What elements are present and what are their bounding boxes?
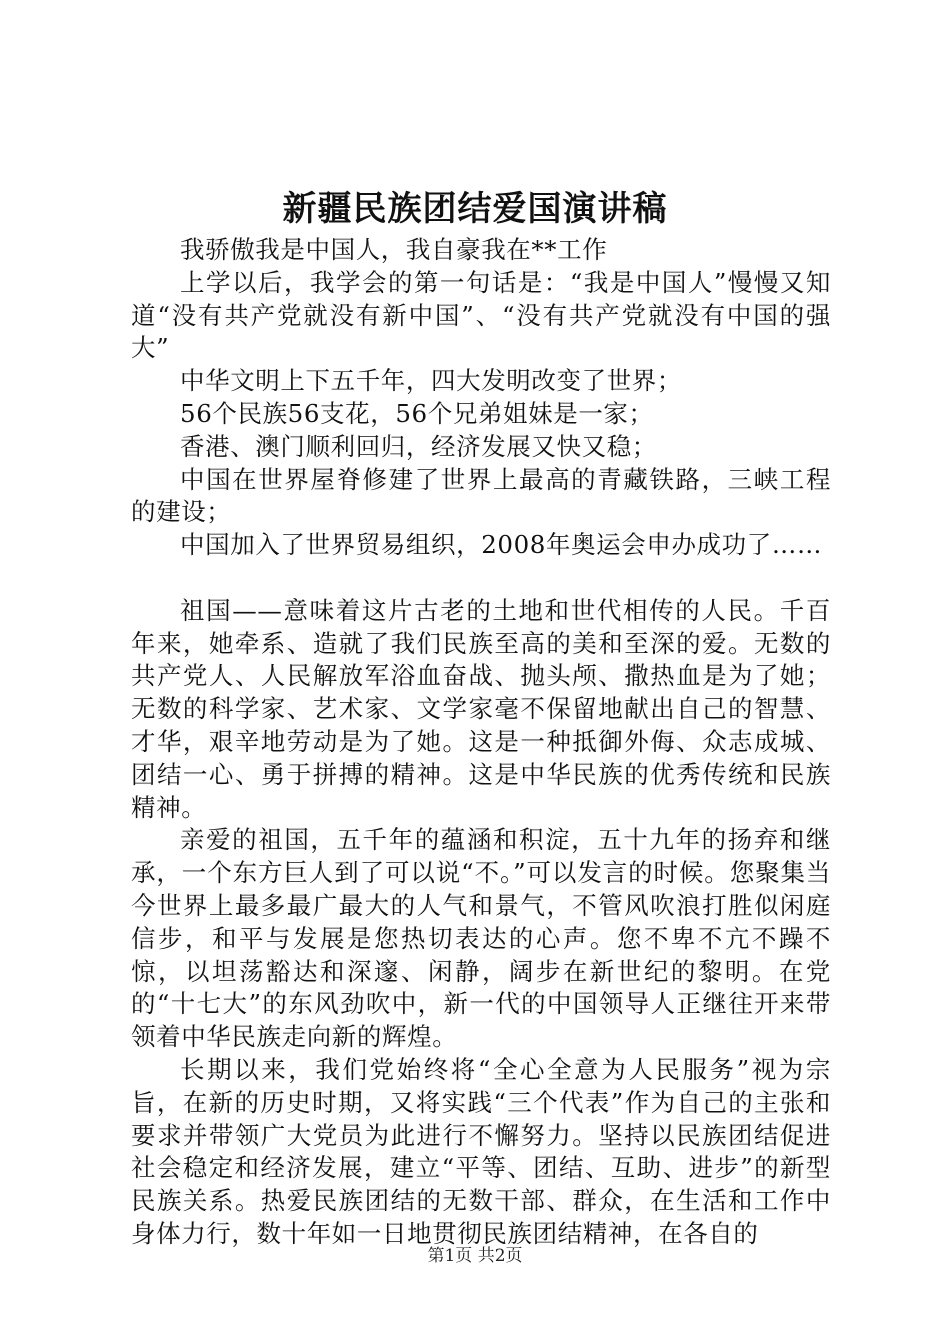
paragraph: 祖国——意味着这片古老的土地和世代相传的人民。千百年来，她牵系、造就了我们民族至高的美和至深的爱。无数的共产党人、人民解放军浴血奋战、抛头颅、撒热血是为了她；无数的科学家、艺术家、文学家毫不保留地献出自己的智慧、才华，艰辛地劳动是为了她。这是一种抵御外侮、众志成城、团结一心、勇于拼搏的精神。这是中华民族的优秀传统和民族精神。 <box>131 595 831 822</box>
paragraph: 亲爱的祖国，五千年的蕴涵和积淀，五十九年的扬弃和继承，一个东方巨人到了可以说“不。”可以发言的时候。您聚集当今世界上最多最广最大的人气和景气，不管风吹浪打胜似闲庭信步，和平与发展是您热切表达的心声。您不卑不亢不躁不惊，以坦荡豁达和深邃、闲静，阔步在新世纪的黎明。在党的“十七大”的东风劲吹中，新一代的中国领导人正继往开来带领着中华民族走向新的辉煌。 <box>131 825 831 1052</box>
paragraph: 56个民族56支花，56个兄弟姐妹是一家； <box>180 398 654 428</box>
paragraph: 我骄傲我是中国人，我自豪我在**工作 <box>180 235 608 264</box>
paragraph: 中华文明上下五千年，四大发明改变了世界； <box>180 366 682 396</box>
paragraph: 香港、澳门顺利回归，经济发展又快又稳； <box>180 431 657 461</box>
paragraph: 长期以来，我们党始终将“全心全意为人民服务”视为宗旨，在新的历史时期，又将实践“三个代表”作为自己的主张和要求并带领广大党员为此进行不懈努力。坚持以民族团结促进社会稳定和经济发展，建立“平等、团结、互助、进步”的新型民族关系。热爱民族团结的无数干部、群众，在生活和工作中身体力行，数十年如一日地贯彻民族团结精神，在各自的 <box>131 1054 831 1248</box>
paragraph: 中国在世界屋脊修建了世界上最高的青藏铁路，三峡工程的建设； <box>131 464 831 527</box>
paragraph: 上学以后，我学会的第一句话是：“我是中国人”慢慢又知道“没有共产党就没有新中国”、“没有共产党就没有中国的强大” <box>131 267 831 363</box>
page-footer: 第1页 共2页 <box>427 1246 523 1266</box>
document-body <box>131 234 831 1251</box>
document-title: 新疆民族团结爱国演讲稿 <box>282 189 668 229</box>
paragraph: 中国加入了世界贸易组织，2008年奥运会申办成功了…… <box>180 530 823 560</box>
blank-line <box>131 562 831 595</box>
